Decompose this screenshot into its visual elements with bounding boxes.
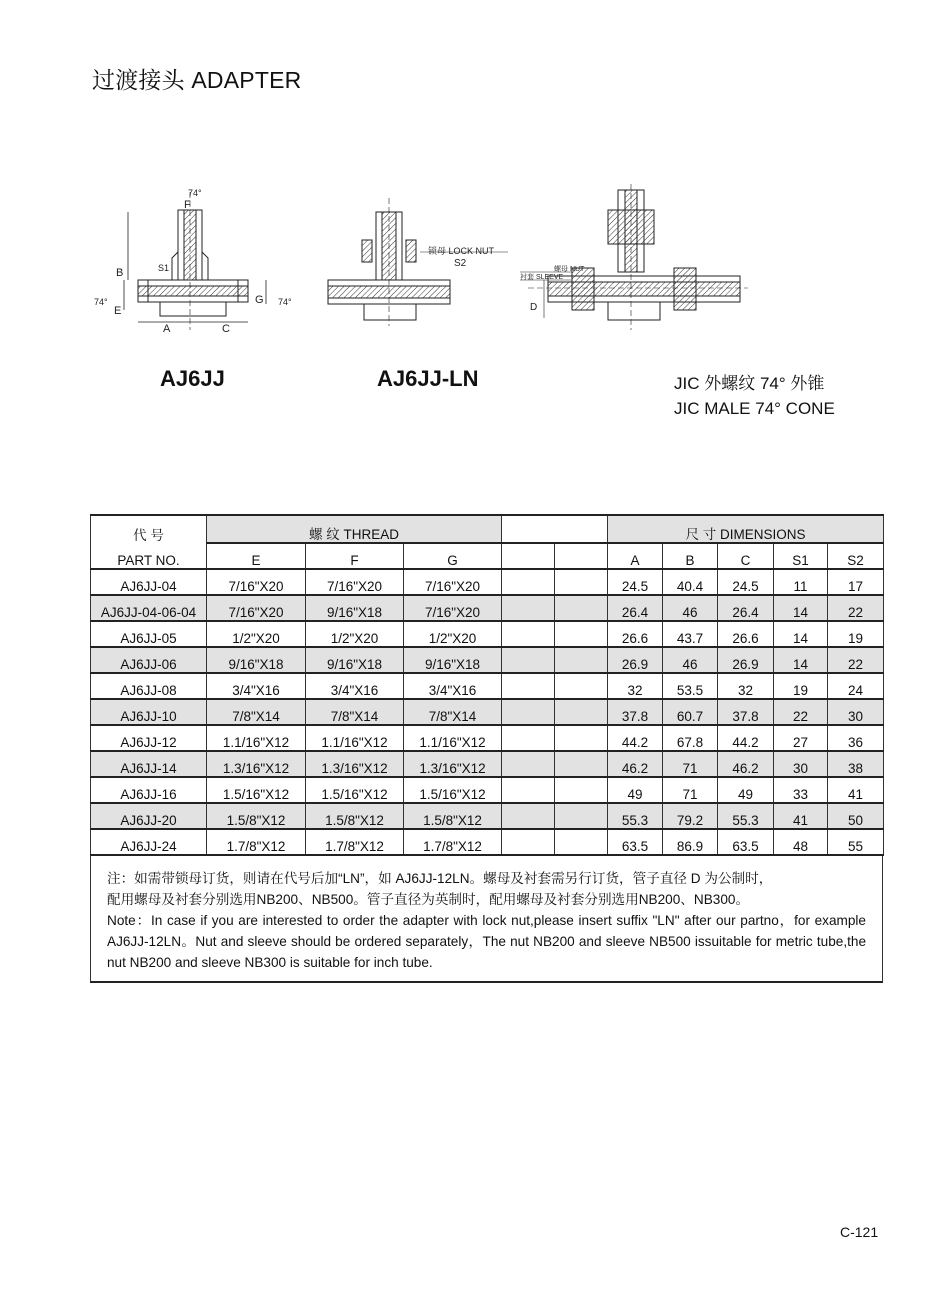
table-cell: 46 — [663, 595, 718, 621]
table-cell: AJ6JJ-20 — [91, 803, 207, 829]
table-cell: 7/8"X14 — [207, 699, 306, 725]
table-cell: 1/2"X20 — [306, 621, 404, 647]
table-row — [91, 595, 884, 621]
header-part-no: PART NO. — [91, 543, 207, 569]
d1-label-s1: S1 — [158, 263, 170, 273]
header-col-s1: S1 — [774, 543, 828, 569]
header-col-f: F — [306, 543, 404, 569]
d2-label-lock-nut: 锁母 LOCK NUT — [428, 246, 495, 256]
table-cell: 53.5 — [663, 673, 718, 699]
d1-label-e: E — [114, 305, 122, 317]
table-cell — [502, 595, 555, 621]
table-cell: 1.5/16"X12 — [306, 777, 404, 803]
table-cell: 7/8"X14 — [404, 699, 502, 725]
table-cell: 26.9 — [718, 647, 774, 673]
table-row — [91, 803, 884, 829]
table-cell: AJ6JJ-04 — [91, 569, 207, 595]
table-cell: 26.6 — [718, 621, 774, 647]
spec-table — [90, 514, 884, 856]
table-cell: 1.1/16"X12 — [404, 725, 502, 751]
table-cell — [502, 621, 555, 647]
table-cell: 1/2"X20 — [207, 621, 306, 647]
table-cell: 9/16"X18 — [207, 647, 306, 673]
table-row — [91, 725, 884, 751]
table-cell: AJ6JJ-04-06-04 — [91, 595, 207, 621]
table-cell: 7/16"X20 — [207, 595, 306, 621]
model-aj6jj-ln: AJ6JJ-LN — [377, 366, 479, 391]
table-cell: 1.3/16"X12 — [404, 751, 502, 777]
spec-description — [674, 371, 835, 421]
table-header-row-1 — [91, 515, 884, 543]
table-cell: 46.2 — [608, 751, 663, 777]
table-cell — [502, 647, 555, 673]
d3-label-nut: 螺母 NUT — [554, 266, 585, 273]
table-cell: 32 — [608, 673, 663, 699]
table-cell: 71 — [663, 751, 718, 777]
table-cell: 14 — [774, 595, 828, 621]
table-cell: 7/16"X20 — [404, 595, 502, 621]
table-cell: 38 — [828, 751, 884, 777]
table-cell: 41 — [774, 803, 828, 829]
table-row — [91, 699, 884, 725]
table-cell: 1/2"X20 — [404, 621, 502, 647]
table-cell: 1.5/16"X12 — [207, 777, 306, 803]
table-cell: 37.8 — [718, 699, 774, 725]
table-cell: 9/16"X18 — [306, 647, 404, 673]
table-cell: 44.2 — [718, 725, 774, 751]
table-cell: 22 — [774, 699, 828, 725]
table-cell: 63.5 — [608, 829, 663, 855]
table-cell: 26.4 — [608, 595, 663, 621]
page-title: 过渡接头 ADAPTER — [92, 67, 302, 93]
table-cell — [555, 569, 608, 595]
table-cell: 33 — [774, 777, 828, 803]
table-cell — [555, 647, 608, 673]
table-cell: 26.4 — [718, 595, 774, 621]
table-cell: 22 — [828, 595, 884, 621]
d1-label-angle-top: 74° — [188, 188, 202, 198]
table-cell: 14 — [774, 647, 828, 673]
table-cell: 7/8"X14 — [306, 699, 404, 725]
table-cell: 19 — [828, 621, 884, 647]
table-cell: 55 — [828, 829, 884, 855]
model-aj6jj: AJ6JJ — [160, 366, 225, 391]
table-cell: 1.5/8"X12 — [306, 803, 404, 829]
table-cell — [502, 673, 555, 699]
table-cell: 1.1/16"X12 — [306, 725, 404, 751]
d1-label-angle-right: 74° — [278, 297, 292, 307]
table-cell: 63.5 — [718, 829, 774, 855]
table-cell: 9/16"X18 — [306, 595, 404, 621]
table-cell: 3/4"X16 — [207, 673, 306, 699]
table-cell: 60.7 — [663, 699, 718, 725]
page-number: C-121 — [840, 1224, 879, 1240]
table-body — [91, 569, 884, 855]
table-cell: AJ6JJ-24 — [91, 829, 207, 855]
table-cell: 1.3/16"X12 — [306, 751, 404, 777]
d1-label-a: A — [163, 323, 171, 335]
table-cell: 46.2 — [718, 751, 774, 777]
d1-label-g: G — [255, 294, 264, 306]
table-row — [91, 673, 884, 699]
table-cell: 1.5/16"X12 — [404, 777, 502, 803]
table-cell: 40.4 — [663, 569, 718, 595]
table-cell: 1.7/8"X12 — [306, 829, 404, 855]
d3-label-d: D — [530, 302, 538, 313]
table-cell: 71 — [663, 777, 718, 803]
table-cell: 24.5 — [608, 569, 663, 595]
table-cell: 7/16"X20 — [306, 569, 404, 595]
table-cell: 7/16"X20 — [404, 569, 502, 595]
table-cell: 3/4"X16 — [306, 673, 404, 699]
table-cell: 1.3/16"X12 — [207, 751, 306, 777]
table-cell: AJ6JJ-16 — [91, 777, 207, 803]
table-cell: 36 — [828, 725, 884, 751]
table-row — [91, 647, 884, 673]
table-cell: 44.2 — [608, 725, 663, 751]
d1-label-b: B — [116, 267, 124, 279]
header-col-b: B — [663, 543, 718, 569]
table-cell: 37.8 — [608, 699, 663, 725]
table-cell: 7/16"X20 — [207, 569, 306, 595]
header-col-s2: S2 — [828, 543, 884, 569]
table-cell: 55.3 — [608, 803, 663, 829]
table-cell: 22 — [828, 647, 884, 673]
table-cell: 48 — [774, 829, 828, 855]
table-cell: 11 — [774, 569, 828, 595]
table-cell: 67.8 — [663, 725, 718, 751]
header-dimensions: 尺 寸 DIMENSIONS — [608, 515, 884, 543]
table-cell: AJ6JJ-14 — [91, 751, 207, 777]
table-cell: 1.7/8"X12 — [207, 829, 306, 855]
table-cell: 41 — [828, 777, 884, 803]
table-cell: 26.6 — [608, 621, 663, 647]
table-cell — [502, 829, 555, 855]
table-row — [91, 829, 884, 855]
spec-line-en: JIC MALE 74° CONE — [674, 399, 835, 418]
table-cell: 30 — [774, 751, 828, 777]
note-cn-line-2: 配用螺母及衬套分别选用NB200、NB500。管子直径为英制时，配用螺母及衬套分别选用NB200、NB300。 — [107, 892, 750, 907]
table-cell: AJ6JJ-08 — [91, 673, 207, 699]
table-cell: AJ6JJ-10 — [91, 699, 207, 725]
spec-table-wrapper — [90, 514, 883, 983]
table-cell: 46 — [663, 647, 718, 673]
table-cell: 17 — [828, 569, 884, 595]
drawing-assembly — [520, 184, 748, 330]
table-cell — [502, 569, 555, 595]
table-cell — [502, 699, 555, 725]
d2-label-s2: S2 — [454, 258, 467, 269]
header-col-e: E — [207, 543, 306, 569]
spec-line-cn: JIC 外螺纹 74° 外锥 — [674, 374, 825, 393]
table-cell — [555, 621, 608, 647]
table-cell: 1.1/16"X12 — [207, 725, 306, 751]
header-thread: 螺 纹 THREAD — [207, 515, 502, 543]
d3-label-sleeve: 衬套 SLEEVE — [520, 274, 564, 281]
table-cell — [555, 595, 608, 621]
drawing-aj6jj — [124, 192, 266, 330]
table-cell: AJ6JJ-05 — [91, 621, 207, 647]
table-cell — [555, 777, 608, 803]
table-cell: 49 — [608, 777, 663, 803]
table-cell: 26.9 — [608, 647, 663, 673]
header-col-c: C — [718, 543, 774, 569]
table-cell: 1.7/8"X12 — [404, 829, 502, 855]
table-cell: AJ6JJ-12 — [91, 725, 207, 751]
header-col-blank-2 — [555, 543, 608, 569]
table-cell: 30 — [828, 699, 884, 725]
table-cell: 19 — [774, 673, 828, 699]
table-cell — [502, 751, 555, 777]
d1-label-f: F — [184, 199, 191, 211]
table-cell: 3/4"X16 — [404, 673, 502, 699]
table-row — [91, 569, 884, 595]
table-cell — [555, 673, 608, 699]
table-cell — [555, 803, 608, 829]
note-cn-line-1: 注：如需带锁母订货，则请在代号后加“LN”，如 AJ6JJ-12LN。螺母及衬套需另行订货，管子直径 D 为公制时， — [107, 871, 773, 886]
table-cell — [502, 803, 555, 829]
table-cell: 55.3 — [718, 803, 774, 829]
table-cell: 1.5/8"X12 — [207, 803, 306, 829]
table-header-row-2 — [91, 543, 884, 569]
note-box — [90, 856, 883, 983]
table-cell: 24 — [828, 673, 884, 699]
table-cell: 1.5/8"X12 — [404, 803, 502, 829]
table-cell: 49 — [718, 777, 774, 803]
table-cell — [555, 725, 608, 751]
table-cell — [555, 829, 608, 855]
table-cell: 32 — [718, 673, 774, 699]
header-col-blank-1 — [502, 543, 555, 569]
d1-label-c: C — [222, 323, 230, 335]
header-col-g: G — [404, 543, 502, 569]
table-cell: 14 — [774, 621, 828, 647]
header-col-a: A — [608, 543, 663, 569]
table-cell: 27 — [774, 725, 828, 751]
table-cell: 24.5 — [718, 569, 774, 595]
table-cell: 79.2 — [663, 803, 718, 829]
table-cell: 43.7 — [663, 621, 718, 647]
d1-label-angle-left: 74° — [94, 297, 108, 307]
technical-drawings — [88, 180, 768, 350]
drawing-aj6jj-ln — [328, 198, 508, 326]
header-blank — [502, 515, 608, 543]
table-cell: AJ6JJ-06 — [91, 647, 207, 673]
table-cell — [555, 751, 608, 777]
table-cell: 9/16"X18 — [404, 647, 502, 673]
table-cell — [555, 699, 608, 725]
table-cell — [502, 725, 555, 751]
header-code-cn: 代 号 — [91, 515, 207, 543]
note-en: Note：In case if you are interested to order the adapter with lock nut,please insert suffix "LN" after our partno，for example AJ6JJ-12LN。Nut and sleeve should be ordered separately，The nut NB200 and sleeve NB500 issuitable for metric tube,the nut NB200 and sleeve NB300 is suitable for inch tube. — [107, 913, 866, 970]
table-cell: 86.9 — [663, 829, 718, 855]
table-row — [91, 751, 884, 777]
table-cell: 50 — [828, 803, 884, 829]
table-cell — [502, 777, 555, 803]
table-row — [91, 621, 884, 647]
table-row — [91, 777, 884, 803]
